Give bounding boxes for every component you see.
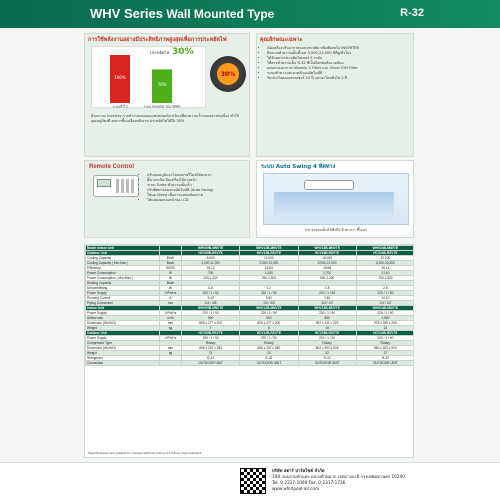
bar-label-0: 100% [114,75,126,80]
swing-panel [256,160,414,238]
energy-chart [91,46,206,108]
table-cell: 22,000 [356,256,414,261]
table-cell: Power Supply [86,291,160,296]
table-cell: 12,000 [240,256,298,261]
table-cell: Dimension (WxHxD) [86,321,160,326]
table-cell: WHV18B-MNVTE [298,246,356,251]
table-cell: 500 [182,316,240,321]
table-cell: Efficiency [86,266,160,271]
table-cell: 500-2,300 [298,276,356,281]
remote-feature-item-3: • ปรับทิศทางลมแบบอัตโนมัติ (Auto Swing) [147,188,247,193]
table-cell: 805 x 277 x 200 [182,321,240,326]
table-cell: R-32 [182,356,240,361]
table-cell: WHV12B-MNVTE [240,306,298,311]
save-label: ประหยัดไฟ [150,50,170,55]
header-bar [0,0,500,28]
table-cell: 220 / 1 / 50 [182,291,240,296]
table-cell: kg [160,326,182,331]
table-cell: Outdoor Unit [86,331,160,336]
table-cell: 200-1,200 [182,276,240,281]
table-cell: Indoor Unit [86,306,160,311]
table-cell: Refrigerant [86,356,160,361]
table-cell: 18,000 [298,256,356,261]
airflow-icon [274,192,394,220]
table-cell: 665 x 257 x 280 [240,346,298,351]
table-cell: 1,150 [240,271,298,276]
table-cell: 3,000-13,000 [240,261,298,266]
table-cell: 5,000-21,000 [298,261,356,266]
table-cell: 860 x 302 x 540 [356,346,414,351]
table-cell: R-32 [298,356,356,361]
savings-badge-value: 30% [217,63,239,85]
table-cell: 13 [356,326,414,331]
table-cell: 2,140 [356,271,414,276]
table-cell: Rotary [298,341,356,346]
footer [0,462,500,500]
table-cell: V/Ph/Hz [160,311,182,316]
remote-control-icon [93,175,139,197]
remote-buttons [116,179,136,193]
table-cell: WHV09B-MNVTE [182,306,240,311]
table-cell: 1,700 [298,271,356,276]
table-cell: mm [160,346,182,351]
features-panel [256,33,414,157]
table-cell: 800 [298,316,356,321]
remote-feature-item-0: • ปรับอุณหภูมิและโหมดผ่านรีโมทได้สะดวก [147,173,247,178]
table-cell: m³/h [160,316,182,321]
table-cell: HCV12B-RSVTE [240,251,298,256]
table-cell: 220 / 1 / 50 [356,291,414,296]
energy-panel [84,33,250,157]
table-cell: 32 [298,351,356,356]
table-cell: V/Ph/Hz [160,336,182,341]
table-cell: 700 [182,271,240,276]
table-cell: OUTDOOR UNIT [298,361,356,366]
spec-table [85,245,414,366]
table-cell: 1/4 / 1/2 [356,301,414,306]
table-cell: 19.12 [182,266,240,271]
table-cell: A [160,296,182,301]
table-cell: Dimension (WxHxD) [86,346,160,351]
table-cell: Rotary [356,341,414,346]
table-cell: Airflow rate [86,316,160,321]
table-cell: OUTDOOR UNIT [240,361,298,366]
table-cell: Weight [86,326,160,331]
remote-screen [97,179,111,187]
table-cell: WHV18B-MNVTE [298,306,356,311]
table-cell: Weight [86,351,160,356]
table-cell: 220 / 1 / 50 [298,336,356,341]
table-cell: 15.68 [298,266,356,271]
table-cell: Dehumidifying [86,286,160,291]
table-cell: Model Indoor Unit [86,246,160,251]
table-cell: R-32 [240,356,298,361]
feature-item-1: • มีขนาดทำความเย็นตั้งแต่ 9,000-22,000 บีทียู/ชั่วโมง [267,51,411,56]
feature-item-0: • เปิดเครื่องปรับอากาศแบบประหยัด ชนิดพิเศษใน INVERTER [267,46,411,51]
bar-category-1: ระบบ Inverter ของ WHV [143,104,181,109]
table-cell: - [182,281,240,286]
remote-feature-item-2: • ระบบ Turbo ทำความเย็นเร็ว [147,183,247,188]
feature-item-3: • ใช้สารทำความเย็น R-32 ที่เป็นมิตรต่อสิ่งแวดล้อม [267,61,411,66]
table-cell: 10.10 [356,296,414,301]
table-cell: W [160,276,182,281]
table-cell: 220 / 1 / 50 [298,311,356,316]
table-cell: 220 / 1 / 50 [240,311,298,316]
table-cell: HCV09B-RSVTE [182,251,240,256]
table-cell: OUTDOOR UNIT [182,361,240,366]
table-cell: HCV12B-RSVTE [240,331,298,336]
table-cell: Rotary [182,341,240,346]
table-row [86,361,415,366]
table-cell: 220 / 1 / 50 [182,336,240,341]
table-cell: Compressor Type [86,341,160,346]
table-cell: WHV09B-MNVTE [182,246,240,251]
table-cell: 600 [240,316,298,321]
table-cell: 220 / 1 / 50 [356,311,414,316]
table-cell: 978 x 339 x 250 [356,321,414,326]
feature-item-5: • ระบบทำความสะอาดตัวเองอัตโนมัติ [267,71,411,76]
table-cell: - [240,281,298,286]
company-phone: Tel. 0-2317-1000 Fax. 0-2317-1736 [272,480,346,485]
table-cell: Connection [86,361,160,366]
indoor-unit-icon [304,180,354,190]
table-cell: kg [160,351,182,356]
table-cell: HCV18B-RSVTE [298,331,356,336]
remote-feature-item-4: • โหมด Sleep เพื่อการนอนหลับสบาย [147,193,247,198]
save-value: 30% [172,47,194,57]
savings-badge-icon [210,56,246,92]
table-cell: Cooling Capacity ( Min-Max ) [86,261,160,266]
table-cell: 1/4 / 1/2 [298,301,356,306]
series-title [90,6,274,21]
table-cell: - [356,281,414,286]
table-cell: 8 [240,326,298,331]
remote-feature-item-1: • ตั้งเวลาเปิด-ปิดเครื่องได้ล่วงหน้า [147,178,247,183]
company-name: บริษัท สตาร์ ปาร์คไซค์ จำกัด [272,468,325,473]
spec-note: Specifications are subject to change without notice for future improvement. [88,451,202,455]
refrigerant-badge: R-32 [400,7,424,19]
series-name: WHV Series [90,6,163,21]
table-cell: 700-2,500 [356,276,414,281]
table-cell: 21 [182,351,240,356]
swing-heading: ระบบ Auto Swing 4 ทิศทาง [261,164,336,170]
table-cell: Cooling Capacity [86,256,160,261]
table-cell: Rotary [240,341,298,346]
bar-label-1: 70% [157,82,167,88]
table-cell: mm [160,321,182,326]
table-cell: 0.8 [182,286,240,291]
table-cell: HCV24B-RSVTE [356,331,414,336]
qr-code-icon [240,468,266,494]
table-cell: R-32 [356,356,414,361]
table-cell: 7 [182,326,240,331]
table-cell: WHV24B-MNVTE [356,246,414,251]
table-cell: 957 x 311 x 225 [298,321,356,326]
table-cell: Power Supply [86,311,160,316]
energy-description: ด้วยระบบ Inverter การทำงานของคอมเพรสเซอร์จะปรับเปลี่ยนความเร็วรอบอย่างต่อเนื่อง ทำให้อุณหภูมิคงที่ ลดการสิ้นเปลืองพลังงาน ประหยัดไฟได้ถึง 30% [91,114,239,123]
table-cell: 220 / 1 / 50 [298,291,356,296]
swing-caption: กระจายลมเย็นได้ทั่วถึง ซ้าย-ขวา ขึ้น-ลง [305,228,367,232]
table-cell: 15.84 [240,266,298,271]
table-cell: 250-1,400 [240,276,298,281]
table-cell: OUTDOOR UNIT [356,361,414,366]
table-cell: 2.5 [356,286,414,291]
table-cell: Power Consumption [86,271,160,276]
feature-item-2: • ได้รับฉลากประหยัดไฟเบอร์ 5 ระดับ [267,56,411,61]
table-cell: Running Current [86,296,160,301]
remote-features-list [147,173,247,203]
table-cell: Piping Connection [86,301,160,306]
remote-feature-item-5: • ไฟแสดงผลบนหน้าจอ LCD [147,198,247,203]
table-cell: WHV24B-MNVTE [356,306,414,311]
table-cell: 220 / 1 / 50 [356,336,414,341]
table-cell: 23 [240,351,298,356]
table-cell: Power Supply [86,336,160,341]
company-web: www.whirlpool-air.com [272,486,320,491]
table-cell: 1/4 / 3/8 [240,301,298,306]
spec-table-body [86,246,415,366]
table-cell: WHV12B-MNVTE [240,246,298,251]
table-cell: 802 x 302 x 535 [298,346,356,351]
swing-illustration [263,173,409,225]
energy-heading: การใช้พลังงานอย่างมีประสิทธิภาพสูงสุดเพื่อการประหยัดไฟ [88,37,227,43]
features-list [267,46,411,81]
table-cell: W [160,271,182,276]
table-cell: SEER [160,266,182,271]
table-cell: 805 x 277 x 200 [240,321,298,326]
spec-table-panel [84,244,414,458]
company-info [272,468,432,492]
table-cell: 10 [298,326,356,331]
table-cell: 3.40 [182,296,240,301]
table-cell: 3,000-11,000 [182,261,240,266]
table-cell: mm [160,301,182,306]
bar-category-0: ระบบทั่วไป [112,104,128,109]
table-cell: 6,100-23,500 [356,261,414,266]
table-cell: Outdoor Unit [86,251,160,256]
table-cell: 9,000 [182,256,240,261]
table-cell: 1.2 [240,286,298,291]
remote-panel [84,160,250,238]
company-address: 108 ถนนรามคำแหง แขวงหัวหมาก เขตบางกะปิ กรุงเทพมหานคร 10240 [272,474,405,479]
table-cell: 220 / 1 / 50 [182,311,240,316]
table-cell: HCV09B-RSVTE [182,331,240,336]
table-cell: 665 x 257 x 280 [182,346,240,351]
feature-item-4: • แผ่นกรองอากาศ Vitamin C Filter และ Silver ION Filter [267,66,411,71]
remote-heading: Remote Control [89,164,134,170]
table-cell [160,361,182,366]
table-cell: 37 [356,351,414,356]
table-cell: 1.8 [298,286,356,291]
table-cell: - [298,281,356,286]
features-heading: คุณลักษณะเฉพาะ [260,37,303,43]
table-cell: Btu/h [160,261,182,266]
table-cell: 1/4 / 3/8 [182,301,240,306]
table-cell: l/h [160,286,182,291]
table-cell: Btu/h [160,281,182,286]
table-cell: Btu/h [160,256,182,261]
series-type: Wall Mounted Type [166,7,275,21]
table-cell: Heating Capacity [86,281,160,286]
table-cell: 16.11 [356,266,414,271]
table-cell: 1,050 [356,316,414,321]
table-cell: V/Ph/Hz [160,291,182,296]
table-cell: 220 / 1 / 50 [240,291,298,296]
feature-item-6: • รับประกันคอมเพรสเซอร์ 10 ปี และอะไหล่ทั่วไป 2 ปี [267,76,411,81]
table-cell: Power Consumption ( Min-Max ) [86,276,160,281]
table-cell: 220 / 1 / 50 [240,336,298,341]
table-cell: HCV24B-RSVTE [356,251,414,256]
table-cell: 5.50 [240,296,298,301]
table-cell: HCV18B-RSVTE [298,251,356,256]
table-cell: 7.80 [298,296,356,301]
